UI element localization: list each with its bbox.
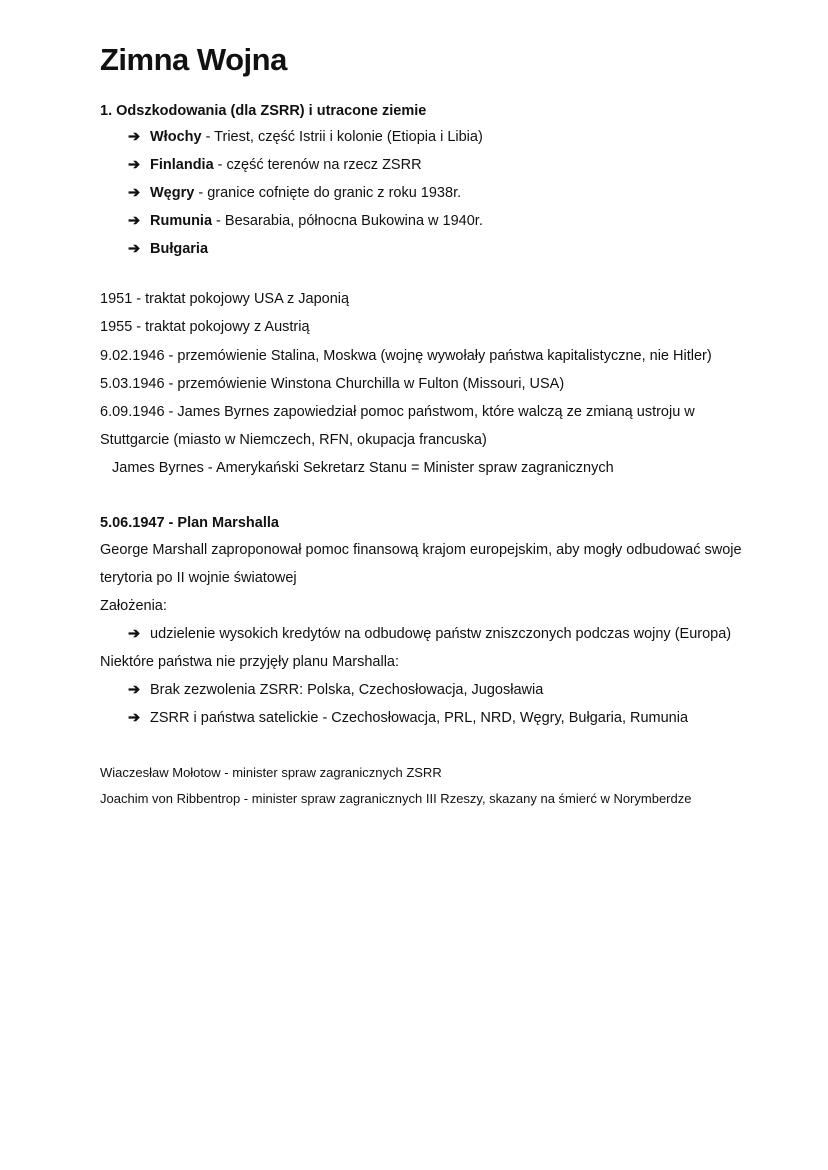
item-text: Brak zezwolenia ZSRR: Polska, Czechosłowacja, Jugosławia [150,682,544,698]
arrow-icon: ➔ [128,157,141,173]
item-label: Rumunia [150,213,213,229]
list-item [128,211,483,231]
section-heading: 1. Odszkodowania (dla ZSRR) i utracone ziemie [100,103,427,119]
list-item [128,183,461,203]
list-item [128,680,543,700]
page-title: Zimna Wojna [100,42,287,77]
item-text: ZSRR i państwa satelickie - Czechosłowacja, PRL, NRD, Węgry, Bułgaria, Rumunia [150,710,689,726]
item-label: Bułgaria [150,241,209,257]
rejected-label: Niektóre państwa nie przyjęły planu Marshalla: [100,654,400,670]
marshall-desc: terytoria po II wojnie światowej [100,570,297,586]
list-item [128,624,731,644]
event-line: 9.02.1946 - przemówienie Stalina, Moskwa (wojnę wywołały państwa kapitalistyczne, nie Hitler) [100,348,712,364]
item-text: - Besarabia, północna Bukowina w 1940r. [212,213,483,229]
arrow-icon: ➔ [128,710,141,726]
event-line: 1955 - traktat pokojowy z Austrią [100,319,310,335]
minister-line: Wiaczesław Mołotow - minister spraw zagranicznych ZSRR [100,765,442,780]
event-line: Stuttgarcie (miasto w Niemczech, RFN, okupacja francuska) [100,432,487,448]
item-text: - Triest, część Istrii i kolonie (Etiopia i Libia) [201,129,483,145]
list-item [128,239,208,259]
item-label: Finlandia [150,157,214,173]
arrow-icon: ➔ [128,185,141,201]
item-text: - część terenów na rzecz ZSRR [213,157,422,173]
arrow-icon: ➔ [128,213,141,229]
list-item [128,127,483,147]
marshall-heading: 5.06.1947 - Plan Marshalla [100,515,279,531]
list-item [128,708,688,728]
arrow-icon: ➔ [128,129,141,145]
event-line: 1951 - traktat pokojowy USA z Japonią [100,291,350,307]
byrnes-note: James Byrnes - Amerykański Sekretarz Stanu = Minister spraw zagranicznych [112,460,614,476]
event-line: 6.09.1946 - James Byrnes zapowiedział pomoc państwom, które walczą ze zmianą ustroju w [100,404,695,420]
list-item [128,155,422,175]
item-text: udzielenie wysokich kredytów na odbudowę państw zniszczonych podczas wojny (Europa) [150,626,732,642]
item-label: Włochy [150,129,202,145]
arrow-icon: ➔ [128,682,141,698]
arrow-icon: ➔ [128,626,141,642]
item-label: Węgry [150,185,195,201]
marshall-desc: George Marshall zaproponował pomoc finansową krajom europejskim, aby mogły odbudować swoje [100,542,742,558]
event-line: 5.03.1946 - przemówienie Winstona Churchilla w Fulton (Missouri, USA) [100,376,565,392]
arrow-icon: ➔ [128,241,141,257]
item-text: - granice cofnięte do granic z roku 1938r. [194,185,462,201]
minister-line: Joachim von Ribbentrop - minister spraw zagranicznych III Rzeszy, skazany na śmierć w Norymberdze [100,791,692,806]
assumptions-label: Założenia: [100,598,167,614]
